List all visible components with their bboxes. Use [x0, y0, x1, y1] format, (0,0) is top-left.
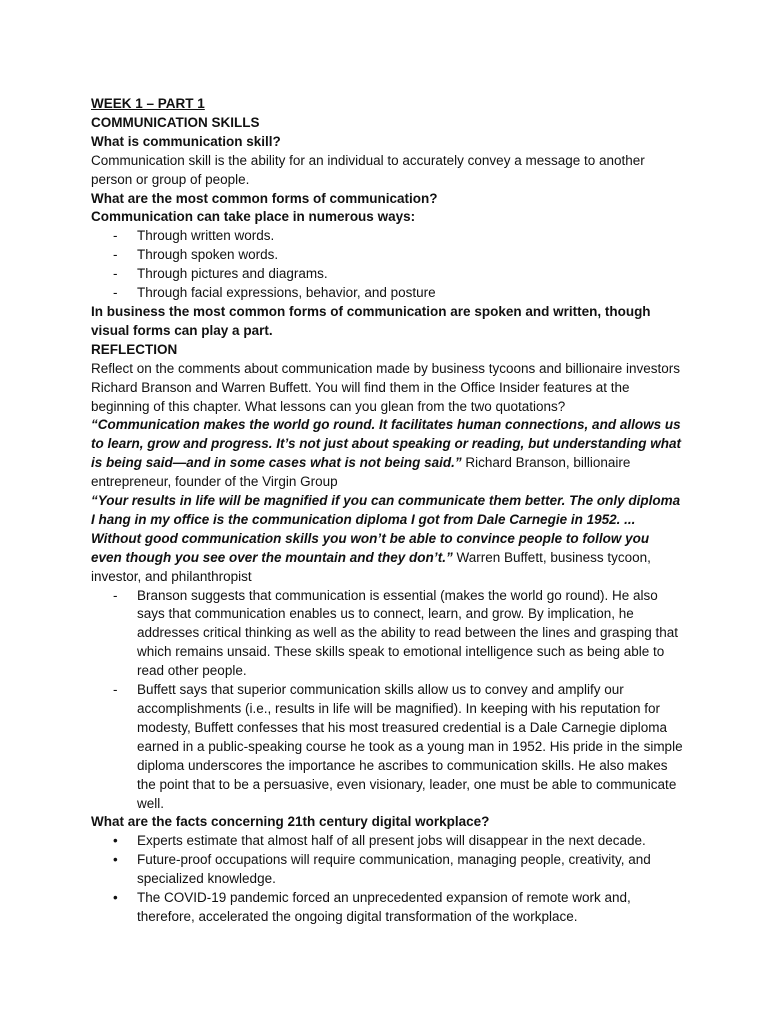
dash-marker: -: [113, 247, 118, 263]
dash-marker: -: [113, 587, 118, 603]
document-body: [91, 95, 683, 927]
week-heading: WEEK 1 – PART 1: [91, 96, 205, 111]
answer-communication-skill: Communication skill is the ability for an individual to accurately convey a message to another person or group of people.: [91, 152, 645, 187]
dash-marker: -: [113, 266, 118, 282]
list-item: - Through spoken words.: [91, 246, 683, 265]
branson-quote: “Communication makes the world go round. It facilitates human connections, and allows us to learn, grow and progress. It’s not just about speaking or reading, but understanding what is being said—and in some cases what is not being said.”: [91, 417, 682, 471]
list-item: - Branson suggests that communication is essential (makes the world go round). He also says that communication enables us to connect, learn, and grow. By implication, he addresses critical thinking as well as the ability to read between the lines and grasping that which remains unsaid. These skills speak to emotional intelligence such as being able to read other people.: [113, 587, 679, 679]
list-item: - Through pictures and diagrams.: [91, 265, 683, 284]
bullet-marker: •: [113, 890, 118, 906]
forms-list: [91, 227, 683, 303]
list-item: - Through facial expressions, behavior, and posture: [91, 284, 683, 303]
branson-quote-block: [91, 416, 683, 492]
question-common-forms: What are the most common forms of communication?: [91, 190, 438, 206]
list-item: - Through written words.: [91, 227, 683, 246]
question-digital-workplace: What are the facts concerning 21th century digital workplace?: [91, 814, 490, 830]
forms-intro: Communication can take place in numerous ways:: [91, 209, 416, 225]
buffett-quote-block: [91, 492, 683, 587]
reflection-prompt: Reflect on the comments about communication made by business tycoons and billionaire investors Richard Branson and Warren Buffett. You will find them in the Office Insider features at the beginning of this chapter. What lessons can you glean from the two quotations?: [91, 360, 681, 414]
analysis-list: [91, 587, 683, 814]
forms-summary: In business the most common forms of communication are spoken and written, though visual forms can play a part.: [91, 303, 651, 338]
facts-list: [91, 832, 683, 927]
list-item: • The COVID-19 pandemic forced an unprecedented expansion of remote work and, therefore, accelerated the ongoing digital transformation of the workplace.: [113, 890, 631, 924]
question-communication-skill: What is communication skill?: [91, 133, 281, 149]
branson-attribution: Richard Branson, billionaire entrepreneur, founder of the Virgin Group: [91, 455, 631, 490]
bullet-marker: •: [113, 833, 118, 849]
list-item: • Experts estimate that almost half of all present jobs will disappear in the next decade.: [91, 832, 683, 851]
list-item: - Buffett says that superior communication skills allow us to convey and amplify our accomplishments (i.e., results in life will be magnified). In keeping with his reputation for modesty, Buffett confesses that his most treasured credential is a Dale Carnegie diploma earned in a public-speaking course he took as a young man in 1952. His pride in the simple diploma underscores the importance he ascribes to communication skills. He also makes the point that to be a persuasive, even visionary, leader, one must be able to communicate well.: [113, 682, 683, 811]
dash-marker: -: [113, 285, 118, 301]
list-item: • Future-proof occupations will require communication, managing people, creativity, and specialized knowledge.: [113, 852, 651, 887]
dash-marker: -: [113, 228, 118, 244]
buffett-attribution: Warren Buffett, business tycoon, investor, and philanthropist: [91, 549, 651, 584]
buffett-quote: “Your results in life will be magnified if you can communicate them better. The only diploma I hang in my office is the communication diploma I got from Dale Carnegie in 1952. ... Without good communication skills you won’t be able to convince people to follow you even though you see over the mountain and they don’t.”: [91, 493, 681, 565]
dash-marker: -: [113, 682, 118, 698]
topic-heading: COMMUNICATION SKILLS: [91, 114, 260, 130]
bullet-marker: •: [113, 852, 118, 868]
reflection-heading: REFLECTION: [91, 341, 178, 357]
